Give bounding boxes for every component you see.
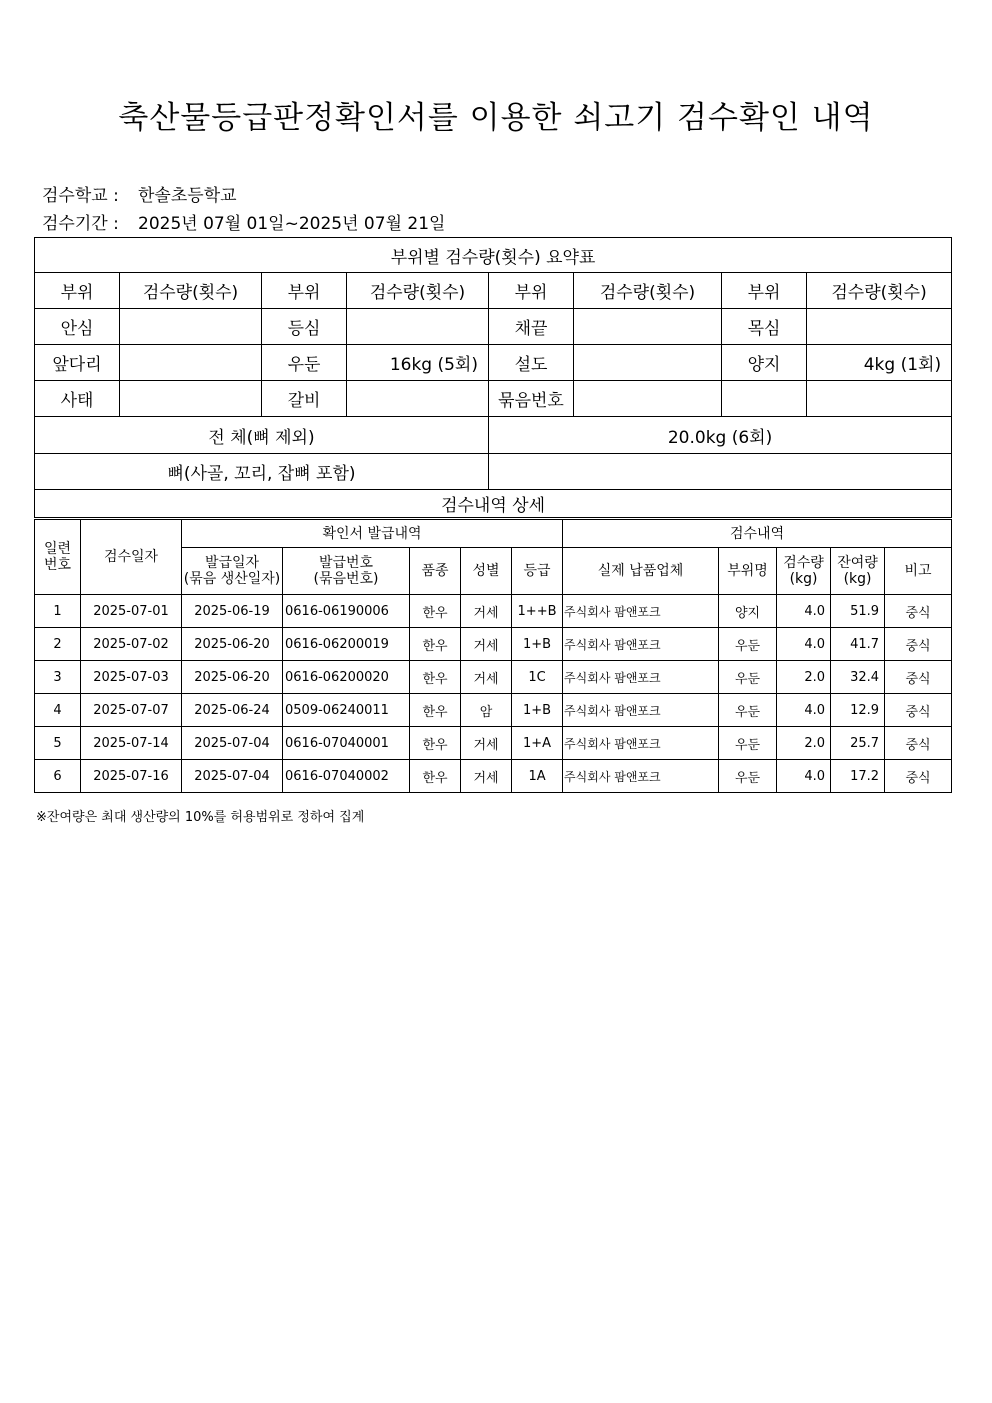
- cell-remain: 12.9: [831, 694, 885, 727]
- cell-note: 중식: [885, 661, 952, 694]
- header-amount: 검수량 (kg): [777, 548, 831, 595]
- bone-label: 뼈(사골, 꼬리, 잡뼈 포함): [35, 454, 489, 490]
- cell-note: 중식: [885, 694, 952, 727]
- cell-issue-date: 2025-07-04: [182, 727, 283, 760]
- summary-row: [35, 309, 952, 345]
- page-title: 축산물등급판정확인서를 이용한 쇠고기 검수확인 내역: [118, 100, 874, 136]
- header-part: 부위명: [719, 548, 777, 595]
- cell-breed: 한우: [410, 760, 461, 793]
- cell-date: 2025-07-03: [81, 661, 182, 694]
- cell-breed: 한우: [410, 595, 461, 628]
- summary-header-part: 부위: [722, 273, 807, 309]
- header-remain: 잔여량 (kg): [831, 548, 885, 595]
- cell-breed: 한우: [410, 727, 461, 760]
- cell-remain: 41.7: [831, 628, 885, 661]
- cell-issue-no: 0616-06200019: [283, 628, 410, 661]
- header-issue-date: 발급일자 (묶음 생산일자): [182, 548, 283, 595]
- summary-amount: 4kg (1회): [807, 345, 952, 381]
- header-grade: 등급: [512, 548, 563, 595]
- summary-part: 설도: [489, 345, 574, 381]
- detail-body: [35, 595, 952, 793]
- summary-amount: 16kg (5회): [347, 345, 489, 381]
- summary-amount: [347, 381, 489, 417]
- summary-part: 채끝: [489, 309, 574, 345]
- summary-part: 등심: [262, 309, 347, 345]
- cell-date: 2025-07-14: [81, 727, 182, 760]
- cell-date: 2025-07-16: [81, 760, 182, 793]
- summary-amount: [120, 309, 262, 345]
- summary-part: 양지: [722, 345, 807, 381]
- cell-issue-date: 2025-06-20: [182, 661, 283, 694]
- cell-seq: 2: [35, 628, 81, 661]
- header-sex: 성별: [461, 548, 512, 595]
- total-value: 20.0kg (6회): [489, 417, 952, 454]
- cell-issue-date: 2025-06-19: [182, 595, 283, 628]
- table-row: [35, 595, 952, 628]
- school-line: [42, 181, 237, 206]
- school-label: 검수학교 :: [42, 186, 119, 206]
- summary-amount: [807, 309, 952, 345]
- header-breed: 품종: [410, 548, 461, 595]
- cell-vendor: 주식회사 팜앤포크: [563, 694, 719, 727]
- cell-grade: 1A: [512, 760, 563, 793]
- summary-part: 갈비: [262, 381, 347, 417]
- summary-part: [722, 381, 807, 417]
- cell-issue-date: 2025-07-04: [182, 760, 283, 793]
- table-row: [35, 727, 952, 760]
- cell-note: 중식: [885, 727, 952, 760]
- header-insp-group: 검수내역: [563, 520, 952, 548]
- cell-remain: 51.9: [831, 595, 885, 628]
- summary-row: [35, 345, 952, 381]
- summary-row: [35, 381, 952, 417]
- bone-value: [489, 454, 952, 490]
- summary-amount: [574, 381, 722, 417]
- cell-amount: 4.0: [777, 595, 831, 628]
- footnote: ※잔여량은 최대 생산량의 10%를 허용범위로 정하여 집계: [36, 810, 365, 825]
- summary-amount: [120, 381, 262, 417]
- summary-amount: [574, 309, 722, 345]
- cell-breed: 한우: [410, 694, 461, 727]
- cell-grade: 1C: [512, 661, 563, 694]
- cell-part: 우둔: [719, 694, 777, 727]
- cell-vendor: 주식회사 팜앤포크: [563, 595, 719, 628]
- cell-sex: 거세: [461, 595, 512, 628]
- summary-header-part: 부위: [35, 273, 120, 309]
- cell-vendor: 주식회사 팜앤포크: [563, 661, 719, 694]
- cell-grade: 1+B: [512, 694, 563, 727]
- cell-amount: 4.0: [777, 628, 831, 661]
- summary-amount: [347, 309, 489, 345]
- summary-part: 우둔: [262, 345, 347, 381]
- cell-note: 중식: [885, 760, 952, 793]
- detail-caption: 검수내역 상세: [35, 490, 952, 518]
- summary-part: 안심: [35, 309, 120, 345]
- summary-bone-row: [35, 454, 952, 490]
- cell-grade: 1+A: [512, 727, 563, 760]
- cell-part: 우둔: [719, 628, 777, 661]
- cell-sex: 거세: [461, 628, 512, 661]
- header-date: 검수일자: [81, 520, 182, 595]
- summary-header-amount: 검수량(횟수): [807, 273, 952, 309]
- period-label: 검수기간 :: [42, 214, 119, 234]
- school-value: 한솔초등학교: [138, 186, 237, 206]
- cell-seq: 6: [35, 760, 81, 793]
- detail-group-header-row: [35, 520, 952, 548]
- period-line: [42, 209, 445, 234]
- cell-sex: 거세: [461, 727, 512, 760]
- cell-issue-no: 0616-07040001: [283, 727, 410, 760]
- header-cert-group: 확인서 발급내역: [182, 520, 563, 548]
- cell-grade: 1++B: [512, 595, 563, 628]
- summary-header-part: 부위: [489, 273, 574, 309]
- cell-note: 중식: [885, 595, 952, 628]
- cell-issue-no: 0616-07040002: [283, 760, 410, 793]
- header-issue-no: 발급번호 (묶음번호): [283, 548, 410, 595]
- summary-header-amount: 검수량(횟수): [120, 273, 262, 309]
- cell-vendor: 주식회사 팜앤포크: [563, 727, 719, 760]
- summary-part: 목심: [722, 309, 807, 345]
- cell-sex: 거세: [461, 760, 512, 793]
- cell-date: 2025-07-07: [81, 694, 182, 727]
- header-note: 비고: [885, 548, 952, 595]
- cell-seq: 4: [35, 694, 81, 727]
- table-row: [35, 628, 952, 661]
- cell-part: 우둔: [719, 727, 777, 760]
- cell-vendor: 주식회사 팜앤포크: [563, 628, 719, 661]
- cell-note: 중식: [885, 628, 952, 661]
- summary-total-row: [35, 417, 952, 454]
- cell-amount: 2.0: [777, 727, 831, 760]
- summary-header-row: [35, 273, 952, 309]
- cell-part: 우둔: [719, 661, 777, 694]
- summary-header-amount: 검수량(횟수): [347, 273, 489, 309]
- summary-amount: [807, 381, 952, 417]
- cell-remain: 17.2: [831, 760, 885, 793]
- cell-amount: 4.0: [777, 760, 831, 793]
- summary-part: 사태: [35, 381, 120, 417]
- cell-seq: 3: [35, 661, 81, 694]
- detail-table: [34, 519, 952, 793]
- cell-issue-no: 0616-06190006: [283, 595, 410, 628]
- summary-table: [34, 237, 952, 518]
- cell-amount: 4.0: [777, 694, 831, 727]
- cell-breed: 한우: [410, 628, 461, 661]
- cell-seq: 1: [35, 595, 81, 628]
- cell-sex: 거세: [461, 661, 512, 694]
- summary-caption: 부위별 검수량(횟수) 요약표: [35, 238, 952, 273]
- cell-breed: 한우: [410, 661, 461, 694]
- cell-issue-date: 2025-06-24: [182, 694, 283, 727]
- cell-vendor: 주식회사 팜앤포크: [563, 760, 719, 793]
- cell-date: 2025-07-02: [81, 628, 182, 661]
- cell-issue-no: 0616-06200020: [283, 661, 410, 694]
- cell-grade: 1+B: [512, 628, 563, 661]
- summary-amount: [574, 345, 722, 381]
- cell-sex: 암: [461, 694, 512, 727]
- cell-part: 우둔: [719, 760, 777, 793]
- table-row: [35, 694, 952, 727]
- cell-part: 양지: [719, 595, 777, 628]
- table-row: [35, 760, 952, 793]
- cell-remain: 25.7: [831, 727, 885, 760]
- cell-issue-no: 0509-06240011: [283, 694, 410, 727]
- summary-amount: [120, 345, 262, 381]
- cell-issue-date: 2025-06-20: [182, 628, 283, 661]
- table-row: [35, 661, 952, 694]
- summary-header-part: 부위: [262, 273, 347, 309]
- period-value: 2025년 07월 01일~2025년 07월 21일: [138, 214, 446, 234]
- cell-seq: 5: [35, 727, 81, 760]
- summary-header-amount: 검수량(횟수): [574, 273, 722, 309]
- cell-remain: 32.4: [831, 661, 885, 694]
- cell-date: 2025-07-01: [81, 595, 182, 628]
- total-label: 전 체(뼈 제외): [35, 417, 489, 454]
- header-seq: 일련 번호: [35, 520, 81, 595]
- summary-part: 앞다리: [35, 345, 120, 381]
- summary-part: 묶음번호: [489, 381, 574, 417]
- header-vendor: 실제 납품업체: [563, 548, 719, 595]
- cell-amount: 2.0: [777, 661, 831, 694]
